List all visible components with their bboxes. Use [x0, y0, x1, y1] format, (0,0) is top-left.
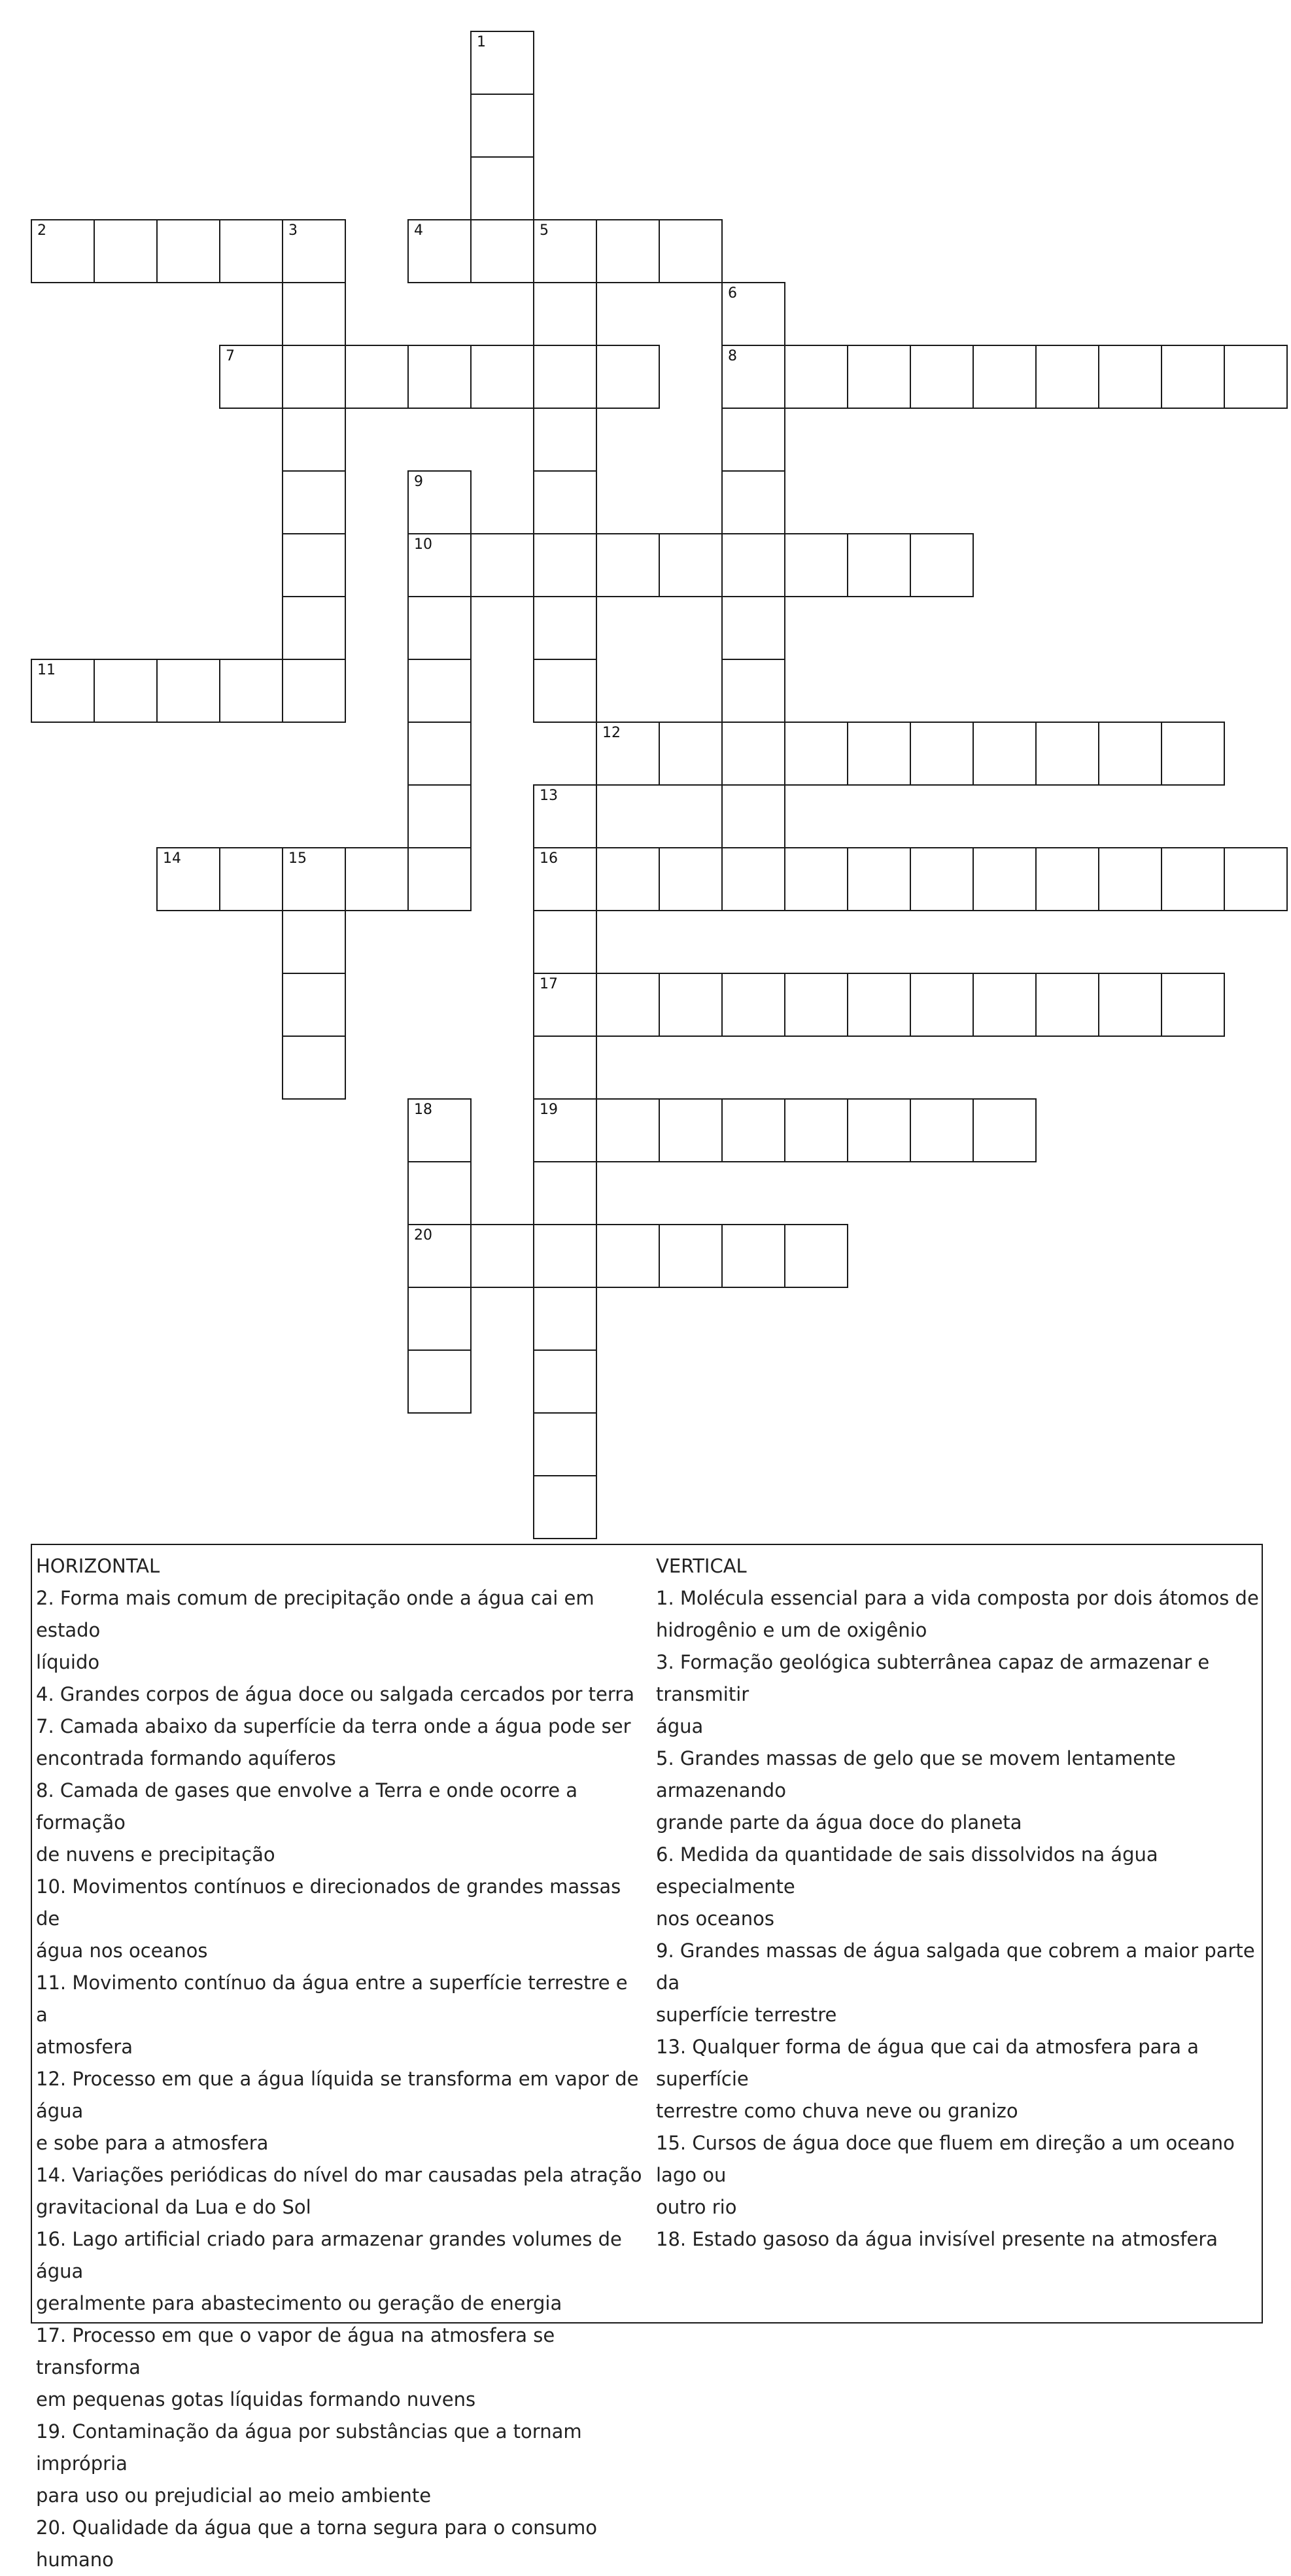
crossword-cell[interactable]: [910, 533, 974, 597]
clue-line: de nuvens e precipitação: [36, 1843, 275, 1866]
clue-item: [656, 1935, 1262, 2031]
crossword-cell[interactable]: [721, 784, 785, 848]
clue-line: água nos oceanos: [36, 1940, 208, 1962]
crossword-cell[interactable]: [470, 219, 534, 283]
clue-number: 14: [163, 850, 181, 867]
crossword-cell[interactable]: [156, 219, 220, 283]
crossword-cell[interactable]: [156, 659, 220, 723]
crossword-cell[interactable]: [596, 219, 660, 283]
clue-item: [656, 1582, 1262, 1646]
clue-line: nos oceanos: [656, 1907, 774, 1930]
crossword-cell[interactable]: [533, 596, 597, 660]
clue-item: [36, 2512, 644, 2576]
crossword-cell[interactable]: [910, 847, 974, 911]
crossword-cell[interactable]: [973, 973, 1037, 1037]
horizontal-clues: [36, 1550, 644, 2576]
crossword-cell[interactable]: [533, 1475, 597, 1539]
clue-line: atmosfera: [36, 2036, 133, 2058]
crossword-cell[interactable]: [282, 910, 346, 974]
crossword-cell[interactable]: [596, 973, 660, 1037]
crossword-cell[interactable]: [1161, 973, 1225, 1037]
clue-number: 11: [37, 662, 56, 678]
crossword-cell[interactable]: [533, 345, 597, 409]
clues-box: [31, 1544, 1263, 2571]
clue-item: [656, 2127, 1262, 2223]
crossword-cell[interactable]: [784, 973, 848, 1037]
crossword-cell[interactable]: [784, 533, 848, 597]
crossword-cell[interactable]: [533, 470, 597, 534]
crossword-cell[interactable]: [533, 1036, 597, 1100]
crossword-cell[interactable]: [470, 156, 534, 220]
clue-item: [36, 2416, 644, 2512]
crossword-cell[interactable]: [282, 219, 346, 283]
crossword-cell[interactable]: [721, 847, 785, 911]
crossword-cell[interactable]: [847, 533, 911, 597]
clue-item: [36, 1775, 644, 1871]
crossword-cell[interactable]: [1161, 847, 1225, 911]
clue-line: outro rio: [656, 2196, 737, 2218]
clue-number: 17: [540, 976, 558, 992]
crossword-cell[interactable]: [596, 345, 660, 409]
clue-line: superfície terrestre: [656, 2004, 837, 2026]
crossword-cell[interactable]: [407, 533, 472, 597]
crossword-cell[interactable]: [470, 1224, 534, 1288]
crossword-cell[interactable]: [784, 847, 848, 911]
crossword-cell[interactable]: [721, 659, 785, 723]
clue-number: 9: [414, 474, 423, 490]
crossword-cell[interactable]: [407, 1098, 472, 1162]
vertical-heading: VERTICAL: [656, 1555, 747, 1577]
crossword-cell[interactable]: [407, 1349, 472, 1414]
crossword-cell[interactable]: [721, 470, 785, 534]
crossword-cell[interactable]: [282, 408, 346, 472]
clue-item: [656, 1839, 1262, 1935]
clue-line: 13. Qualquer forma de água que cai da atmosfera para a superfície: [656, 2036, 1199, 2090]
crossword-cell[interactable]: [407, 722, 472, 786]
crossword-cell[interactable]: [659, 847, 723, 911]
crossword-cell[interactable]: [847, 345, 911, 409]
crossword-cell[interactable]: [784, 1224, 848, 1288]
crossword-cell[interactable]: [407, 470, 472, 534]
clue-line: 10. Movimentos contínuos e direcionados de grandes massas de: [36, 1875, 621, 1930]
crossword-cell[interactable]: [470, 345, 534, 409]
crossword-cell[interactable]: [407, 659, 472, 723]
clue-line: e sobe para a atmosfera: [36, 2132, 269, 2154]
crossword-cell[interactable]: [219, 345, 283, 409]
crossword-cell[interactable]: [470, 533, 534, 597]
crossword-cell[interactable]: [407, 847, 472, 911]
clue-number: 4: [414, 222, 423, 239]
clue-line: 19. Contaminação da água por substâncias que a tornam imprópria: [36, 2420, 582, 2475]
clue-number: 1: [477, 34, 486, 50]
crossword-cell[interactable]: [1224, 847, 1288, 911]
clue-line: encontrada formando aquíferos: [36, 1747, 336, 1769]
crossword-cell[interactable]: [1035, 973, 1099, 1037]
crossword-cell[interactable]: [721, 1098, 785, 1162]
crossword-cell[interactable]: [31, 659, 95, 723]
clue-line: 20. Qualidade da água que a torna segura para o consumo humano: [36, 2516, 598, 2571]
crossword-cell[interactable]: [973, 345, 1037, 409]
crossword-cell[interactable]: [219, 219, 283, 283]
crossword-cell[interactable]: [282, 847, 346, 911]
clue-line: 5. Grandes massas de gelo que se movem lentamente armazenando: [656, 1747, 1176, 1801]
crossword-cell[interactable]: [1098, 973, 1162, 1037]
crossword-cell[interactable]: [533, 1349, 597, 1414]
crossword-cell[interactable]: [596, 1224, 660, 1288]
crossword-cell[interactable]: [282, 533, 346, 597]
crossword-cell[interactable]: [596, 1098, 660, 1162]
clue-item: [36, 1711, 644, 1775]
horizontal-heading: HORIZONTAL: [36, 1555, 160, 1577]
crossword-cell[interactable]: [721, 533, 785, 597]
crossword-cell[interactable]: [1161, 345, 1225, 409]
crossword-cell[interactable]: [910, 722, 974, 786]
clue-item: [36, 2320, 644, 2416]
crossword-cell[interactable]: [596, 533, 660, 597]
crossword-cell[interactable]: [847, 722, 911, 786]
crossword-cell[interactable]: [721, 596, 785, 660]
crossword-cell[interactable]: [1098, 847, 1162, 911]
crossword-cell[interactable]: [721, 973, 785, 1037]
crossword-cell[interactable]: [784, 345, 848, 409]
clue-line: 9. Grandes massas de água salgada que cobrem a maior parte da: [656, 1940, 1255, 1994]
clue-line: grande parte da água doce do planeta: [656, 1811, 1022, 1834]
crossword-cell[interactable]: [282, 282, 346, 346]
crossword-cell[interactable]: [659, 1224, 723, 1288]
crossword-cell[interactable]: [407, 784, 472, 848]
crossword-cell[interactable]: [470, 31, 534, 95]
crossword-cell[interactable]: [659, 722, 723, 786]
crossword-cell[interactable]: [1224, 345, 1288, 409]
crossword-cell[interactable]: [1161, 722, 1225, 786]
crossword-cell[interactable]: [847, 1098, 911, 1162]
clue-line: 2. Forma mais comum de precipitação onde a água cai em estado: [36, 1587, 594, 1641]
clue-line: 16. Lago artificial criado para armazenar grandes volumes de água: [36, 2228, 622, 2282]
crossword-cell[interactable]: [282, 596, 346, 660]
clue-line: gravitacional da Lua e do Sol: [36, 2196, 311, 2218]
clue-number: 16: [540, 850, 558, 867]
crossword-cell[interactable]: [659, 533, 723, 597]
crossword-cell[interactable]: [1035, 722, 1099, 786]
crossword-cell[interactable]: [847, 847, 911, 911]
crossword-cell[interactable]: [94, 219, 158, 283]
crossword-cell[interactable]: [1035, 345, 1099, 409]
crossword-cell[interactable]: [973, 847, 1037, 911]
clue-number: 20: [414, 1227, 432, 1244]
clue-item: [656, 1743, 1262, 1839]
clue-line: água: [656, 1715, 704, 1737]
crossword-cell[interactable]: [721, 408, 785, 472]
crossword-cell[interactable]: [847, 973, 911, 1037]
clue-item: [36, 2223, 644, 2320]
crossword-cell[interactable]: [219, 659, 283, 723]
crossword-cell[interactable]: [31, 219, 95, 283]
clue-number: 2: [37, 222, 46, 239]
crossword-cell[interactable]: [596, 722, 660, 786]
clue-line: 4. Grandes corpos de água doce ou salgada cercados por terra: [36, 1683, 635, 1705]
crossword-cell[interactable]: [533, 784, 597, 848]
clue-line: geralmente para abastecimento ou geração de energia: [36, 2292, 562, 2314]
clue-number: 7: [226, 348, 235, 364]
clue-line: 6. Medida da quantidade de sais dissolvidos na água especialmente: [656, 1843, 1158, 1898]
crossword-cell[interactable]: [533, 1098, 597, 1162]
clue-number: 19: [540, 1102, 558, 1118]
crossword-cell[interactable]: [721, 1224, 785, 1288]
crossword-cell[interactable]: [533, 1412, 597, 1476]
clue-line: 7. Camada abaixo da superfície da terra onde a água pode ser: [36, 1715, 631, 1737]
clue-item: [36, 2159, 644, 2223]
clue-number: 18: [414, 1102, 432, 1118]
crossword-cell[interactable]: [533, 533, 597, 597]
crossword-cell[interactable]: [659, 219, 723, 283]
crossword-cell[interactable]: [533, 1224, 597, 1288]
crossword-cell[interactable]: [345, 345, 409, 409]
clue-line: 8. Camada de gases que envolve a Terra e onde ocorre a formação: [36, 1779, 578, 1834]
clue-item: [36, 1679, 644, 1711]
crossword-cell[interactable]: [659, 1098, 723, 1162]
crossword-cell[interactable]: [533, 408, 597, 472]
clue-number: 10: [414, 536, 432, 553]
clue-item: [656, 1646, 1262, 1743]
crossword-cell[interactable]: [1098, 345, 1162, 409]
clue-line: 18. Estado gasoso da água invisível presente na atmosfera: [656, 2228, 1218, 2250]
clue-line: 1. Molécula essencial para a vida composta por dois átomos de: [656, 1587, 1259, 1609]
clue-number: 3: [288, 222, 298, 239]
clue-item: [36, 1967, 644, 2063]
clue-number: 8: [728, 348, 737, 364]
vertical-clue-list: [656, 1582, 1262, 2255]
crossword-cell[interactable]: [533, 1287, 597, 1351]
crossword-cell[interactable]: [533, 1161, 597, 1225]
crossword-cell[interactable]: [784, 1098, 848, 1162]
crossword-cell[interactable]: [407, 345, 472, 409]
crossword-cell[interactable]: [407, 219, 472, 283]
clue-line: hidrogênio e um de oxigênio: [656, 1619, 927, 1641]
crossword-cell[interactable]: [407, 596, 472, 660]
crossword-cell[interactable]: [533, 973, 597, 1037]
crossword-cell[interactable]: [156, 847, 220, 911]
clue-line: 3. Formação geológica subterrânea capaz de armazenar e transmitir: [656, 1651, 1210, 1705]
clue-line: 12. Processo em que a água líquida se transforma em vapor de água: [36, 2068, 639, 2122]
clue-number: 5: [540, 222, 549, 239]
crossword-cell[interactable]: [596, 847, 660, 911]
crossword-cell[interactable]: [282, 973, 346, 1037]
clue-line: 14. Variações periódicas do nível do mar causadas pela atração: [36, 2164, 642, 2186]
crossword-cell[interactable]: [282, 345, 346, 409]
crossword-cell[interactable]: [533, 282, 597, 346]
crossword-cell[interactable]: [407, 1287, 472, 1351]
clue-line: 15. Cursos de água doce que fluem em direção a um oceano lago ou: [656, 2132, 1235, 2186]
clue-line: líquido: [36, 1651, 100, 1673]
horizontal-clue-list: [36, 1582, 644, 2576]
clue-number: 6: [728, 285, 737, 302]
crossword-cell[interactable]: [470, 94, 534, 158]
crossword-cell[interactable]: [407, 1161, 472, 1225]
crossword-cell[interactable]: [345, 847, 409, 911]
clue-line: para uso ou prejudicial ao meio ambiente: [36, 2484, 432, 2507]
crossword-cell[interactable]: [910, 1098, 974, 1162]
clue-number: 15: [288, 850, 307, 867]
crossword-cell[interactable]: [533, 219, 597, 283]
clue-item: [656, 2223, 1262, 2255]
clue-line: 17. Processo em que o vapor de água na atmosfera se transforma: [36, 2324, 555, 2378]
crossword-cell[interactable]: [973, 722, 1037, 786]
clue-line: em pequenas gotas líquidas formando nuvens: [36, 2388, 476, 2411]
crossword-cell[interactable]: [282, 470, 346, 534]
crossword-cell[interactable]: [910, 973, 974, 1037]
crossword-cell[interactable]: [219, 847, 283, 911]
clue-item: [36, 1871, 644, 1967]
crossword-cell[interactable]: [407, 1224, 472, 1288]
crossword-cell[interactable]: [533, 847, 597, 911]
crossword-cell[interactable]: [910, 345, 974, 409]
crossword-cell[interactable]: [784, 722, 848, 786]
clue-item: [656, 2031, 1262, 2127]
crossword-cell[interactable]: [1098, 722, 1162, 786]
clue-number: 12: [602, 725, 621, 741]
crossword-cell[interactable]: [721, 345, 785, 409]
crossword-cell[interactable]: [533, 659, 597, 723]
crossword-cell[interactable]: [533, 910, 597, 974]
clue-line: 11. Movimento contínuo da água entre a superfície terrestre e a: [36, 1972, 628, 2026]
crossword-cell[interactable]: [282, 659, 346, 723]
vertical-clues: [656, 1550, 1262, 2255]
crossword-cell[interactable]: [721, 282, 785, 346]
crossword-cell[interactable]: [1035, 847, 1099, 911]
crossword-cell[interactable]: [282, 1036, 346, 1100]
crossword-cell[interactable]: [94, 659, 158, 723]
clue-number: 13: [540, 788, 558, 804]
crossword-cell[interactable]: [973, 1098, 1037, 1162]
crossword-cell[interactable]: [659, 973, 723, 1037]
clue-item: [36, 1582, 644, 1679]
clue-line: terrestre como chuva neve ou granizo: [656, 2100, 1018, 2122]
clue-item: [36, 2063, 644, 2159]
crossword-cell[interactable]: [721, 722, 785, 786]
